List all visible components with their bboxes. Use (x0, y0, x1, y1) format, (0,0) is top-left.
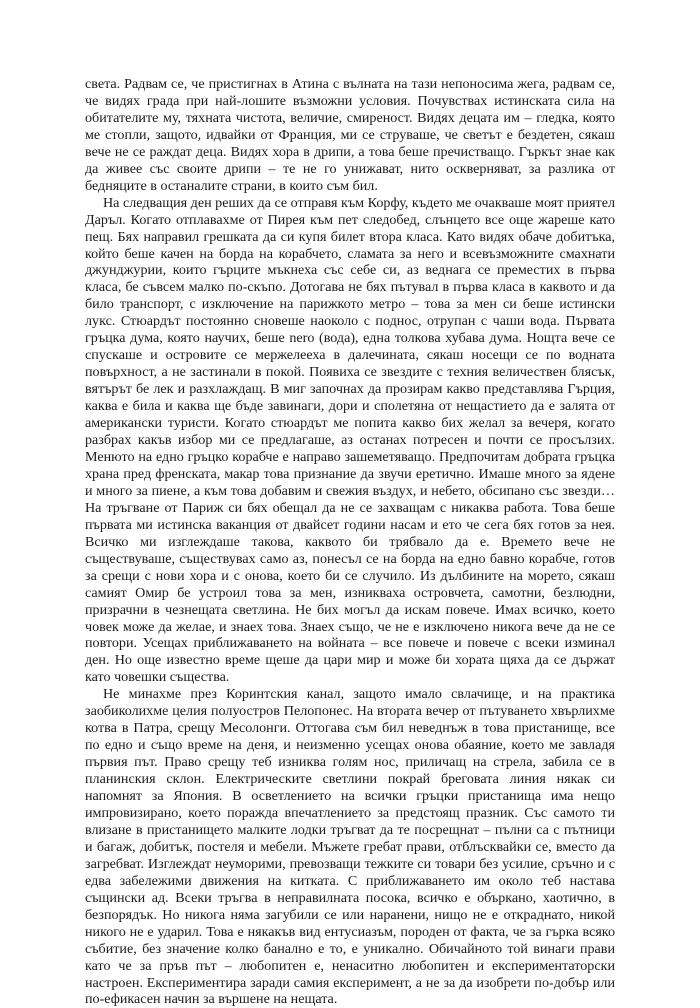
body-text (85, 76, 615, 1008)
paragraph-3: Не минахме през Коринтския канал, защото имало свлачище, и на практика заобиколихме целия полуостров Пелопонес. На втората вечер от пътуването хвърлихме котва в Патра, срещу Месолонги. Оттогава съм бил неведнъж в това пристанище, все по едно и също време на деня, и неизменно усещах онова обаяние, което ме завладя първия път. Право срещу теб изниква голям нос, приличащ на стрела, забила се в планинския склон. Електрическите светлини покрай бреговата линия някак си напомнят за Япония. В осветлението на всички гръцки пристанища има нещо импровизирано, което поражда впечатлението за предстоящ празник. Със самото ти влизане в пристанището малките лодки тръгват да те посрещнат – пълни са с пътници и багаж, добитък, постеля и мебели. Мъжете гребат прави, отблъсквайки се, вместо да загребват. Изглеждат неуморими, превозващи тежките си товари без усилие, сръчно и с едва забележими движения на китката. С приближаването им около теб настава същински ад. Всеки тръгва в неправилната посока, всичко е объркано, хаотично, в безпорядък. Но никога няма загубили се или наранени, нищо не е откраднато, никой никого не е ударил. Това е някакъв вид ентусиазъм, породен от факта, че за гърка всяко събитие, без значение колко банално е то, е уникално. Обичайното той винаги прави като че за пръв път – любопитен е, ненаситно любопитен и експериментаторски настроен. Експериментира заради самия експеримент, а не за да изобрети по-добър или по-ефикасен начин за вършене на нещата. (85, 686, 615, 1008)
paragraph-1: света. Радвам се, че пристигнах в Атина с вълната на тази непоносима жега, радвам се, че видях града при най-лошите възможни условия. Почувствах истинската сила на обитателите му, тяхната чистота, величие, смиреност. Видях децата им – гледка, която ме стопли, защото, идвайки от Франция, ми се струваше, че светът е бездетен, сякаш вече не се раждат деца. Видях хора в дрипи, а това беше пречистващо. Гъркът знае как да живее със своите дрипи – те не го унижават, нито оскверняват, за разлика от бедняците в останалите страни, в които съм бил. (85, 76, 615, 194)
paragraph-2: На следващия ден реших да се отправя към Корфу, където ме очакваше моят приятел Даръл. Когато отплавахме от Пирея към пет следобед, слънцето все още жареше като пещ. Бях направил грешката да си купя билет втора класа. Като видях обаче добитъка, който беше качен на борда на корабчето, сламата за него и всевъзможните смахнати джунджурии, които гърците мъкнеха със себе си, аз веднага се преместих в първа класа, бе съвсем малко по-скъпо. Дотогава не бях пътувал в първа класа в каквото и да било транспорт, с изключение на парижкото метро – това за мен си беше истински лукс. Стюардът постоянно сновеше наоколо с поднос, отрупан с чаши вода. Първата гръцка дума, която научих, беше nero (вода), една толкова хубава дума. Нощта вече се спускаше и островите се мержелееха в далечината, сякаш носещи се по водната повърхност, а не застинали в покой. Появиха се звездите с техния величествен блясък, вятърът бе лек и разхлаждащ. В миг започнах да прозирам какво представлява Гърция, каква е била и каква ще бъде завинаги, дори и сполетяна от нещастието да е залята от американски туристи. Когато стюардът ме попита какво бих желал за вечеря, когато разбрах какъв избор ми се предлагаше, аз останах потресен и почти се просълзих. Менюто на едно гръцко корабче е направо зашеметяващо. Предпочитам добрата гръцка храна пред френската, макар това признание да звучи еретично. Имаше много за ядене и много за пиене, а към това добавим и свежия въздух, и небето, обсипано със звезди… На тръгване от Париж си бях обещал да не се захващам с никаква работа. Това беше първата ми истинска ваканция от двайсет години насам и ето че сега бях готов за нея. Всичко ми изглеждаше такова, каквото би трябвало да е. Времето вече не съществуваше, съществувах само аз, понесъл се на борда на едно бавно корабче, готов за срещи с нови хора и с онова, което би се случило. Из дълбините на морето, сякаш самият Омир бе устроил това за мен, изникваха островчета, самотни, безлюдни, призрачни в чезнещата светлина. Не бих могъл да искам повече. Имах всичко, което човек може да желае, и знаех това. Знаех също, че не е изключено никога вече да не се повтори. Усещах приближаването на войната – все повече и повече с всеки изминал ден. Но още известно време щеше да цари мир и може би хората щяха да се държат като човешки същества. (85, 194, 615, 686)
